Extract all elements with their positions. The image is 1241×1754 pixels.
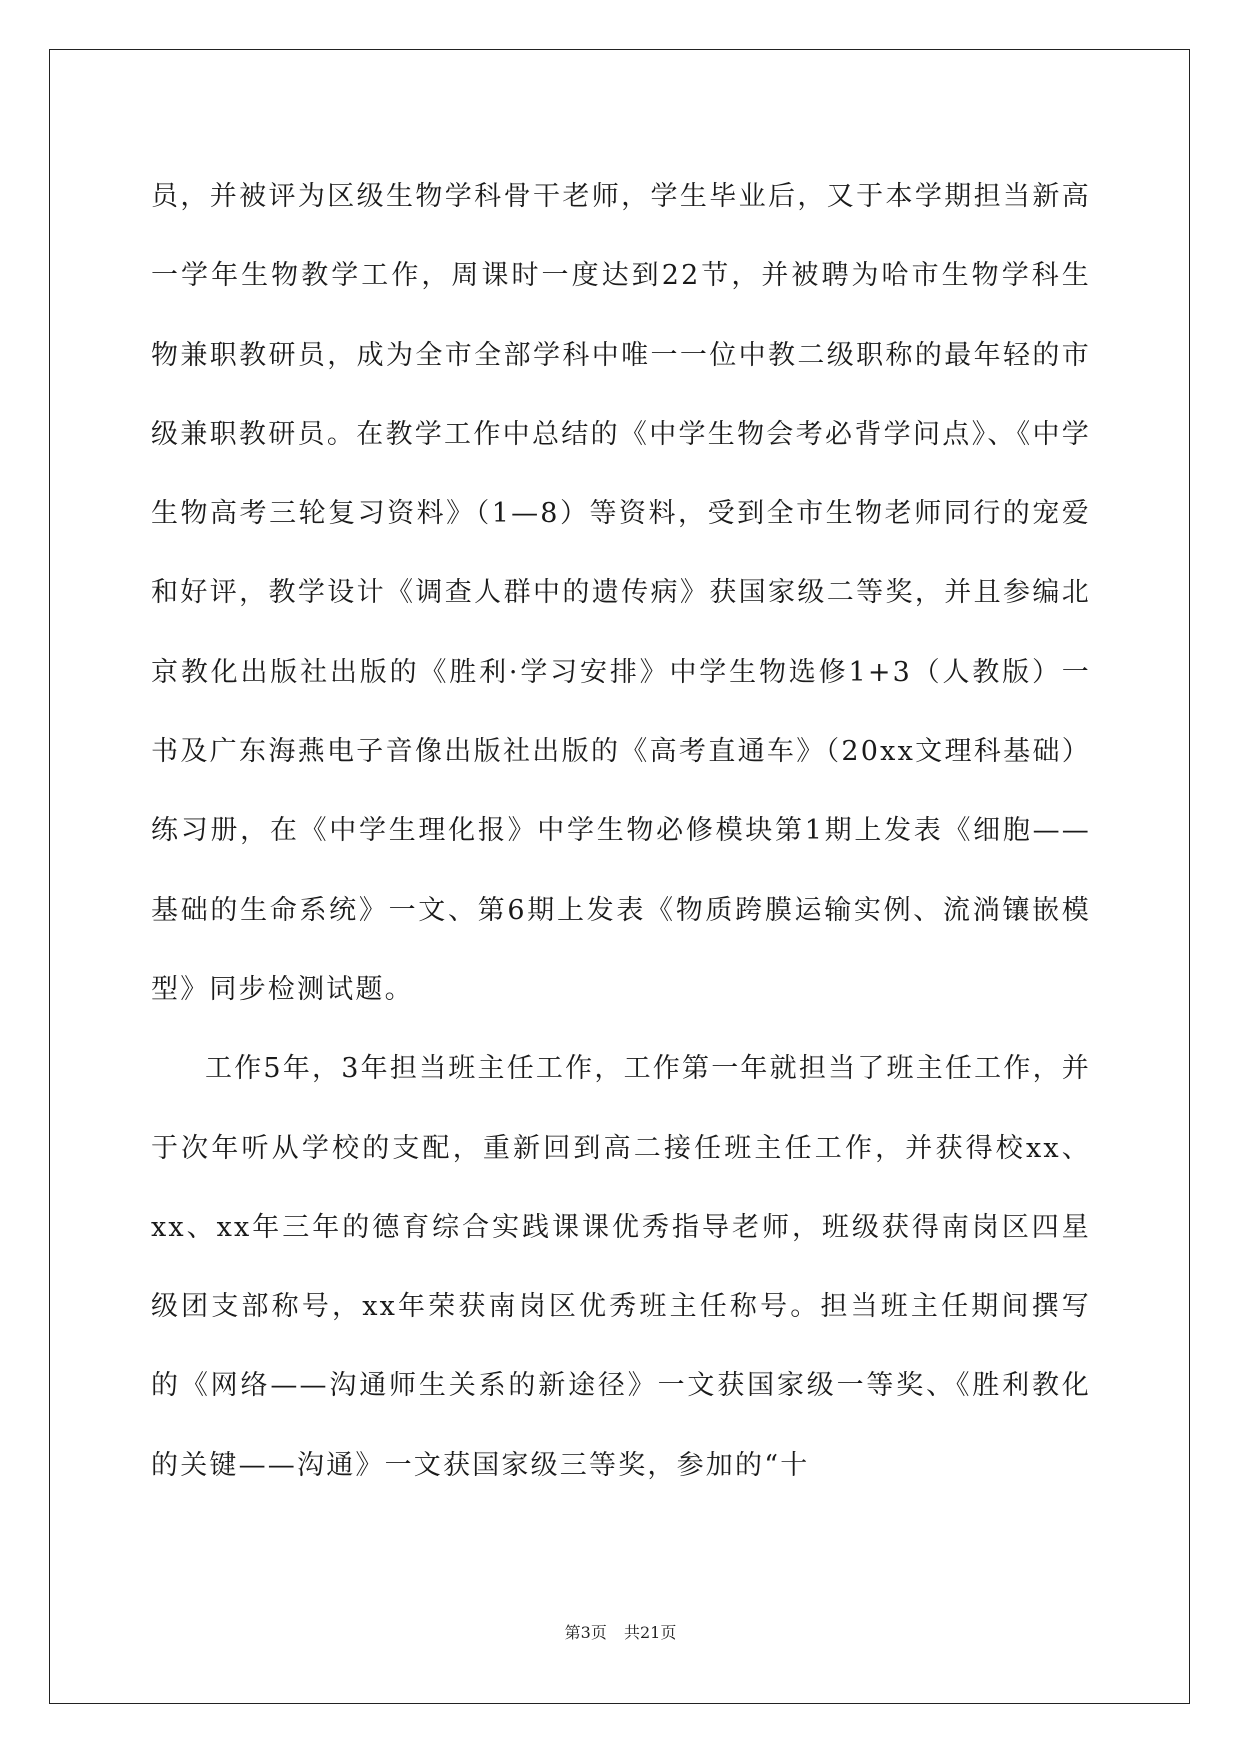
document-body bbox=[151, 157, 1091, 1505]
page-footer bbox=[0, 1620, 1241, 1643]
paragraph-1: 员，并被评为区级生物学科骨干老师，学生毕业后，又于本学期担当新高一学年生物教学工作，周课时一度达到22节，并被聘为哈市生物学科生物兼职教研员，成为全市全部学科中唯一一位中教二级职称的最年轻的市级兼职教研员。在教学工作中总结的《中学生物会考必背学问点》、《中学生物高考三轮复习资料》（1—8）等资料，受到全市生物老师同行的宠爱和好评，教学设计《调查人群中的遗传病》获国家级二等奖，并且参编北京教化出版社出版的《胜利·学习安排》中学生物选修1+3（人教版）一书及广东海燕电子音像出版社出版的《高考直通车》（20xx文理科基础）练习册，在《中学生理化报》中学生物必修模块第1期上发表《细胞——基础的生命系统》一文、第6期上发表《物质跨膜运输实例、流淌镶嵌模型》同步检测试题。 bbox=[151, 181, 1091, 1005]
paragraph-2: 工作5年，3年担当班主任工作，工作第一年就担当了班主任工作，并于次年听从学校的支配，重新回到高二接任班主任工作，并获得校xx、xx、xx年三年的德育综合实践课课优秀指导老师，班级获得南岗区四星级团支部称号，xx年荣获南岗区优秀班主任称号。担当班主任期间撰写的《网络——沟通师生关系的新途径》一文获国家级一等奖、《胜利教化的关键——沟通》一文获国家级三等奖，参加的“十 bbox=[151, 1053, 1091, 1481]
page-total: 共21页 bbox=[623, 1623, 677, 1642]
page-number: 第3页 bbox=[564, 1623, 607, 1642]
